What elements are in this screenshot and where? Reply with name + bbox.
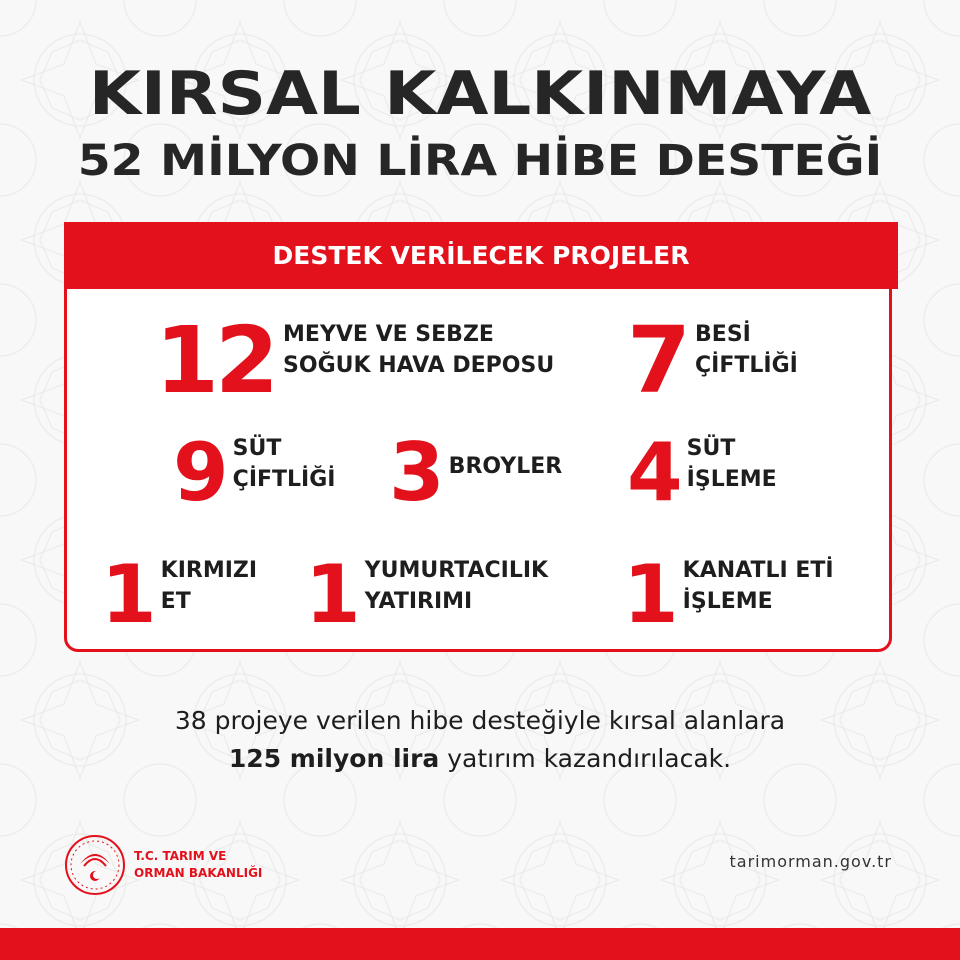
project-count: 9 [173,426,225,519]
project-item [173,426,336,519]
ministry-name-line-1: T.C. TARIM VE [134,849,227,863]
project-count: 3 [389,426,441,519]
project-item [389,426,563,519]
project-label-line-1: KIRMIZI [160,558,258,583]
project-label-line-1: BESİ [695,322,751,347]
project-item [623,548,834,641]
project-count: 4 [627,426,679,519]
project-label-line-1: MEYVE VE SEBZE [283,322,494,347]
ministry-name [134,848,262,882]
footer-bar [0,928,960,960]
project-count: 12 [155,307,276,414]
project-label-line-2: YATIRIMI [364,589,473,614]
summary-line-1: 38 projeye verilen hibe desteğiyle kırsal alanlara [174,706,786,735]
project-item [101,548,258,641]
project-count: 1 [101,548,153,641]
project-label-line-2: İŞLEME [682,589,773,614]
project-count: 1 [623,548,675,641]
project-label-line-2: SOĞUK HAVA DEPOSU [283,353,555,378]
project-item [155,307,555,414]
project-label-line-2: ÇİFTLİĞİ [232,467,336,492]
project-label-line-1: BROYLER [448,454,563,479]
summary-rest: yatırım kazandırılacak. [439,744,732,773]
ministry-name-line-2: ORMAN BAKANLIĞI [134,866,263,880]
ministry-emblem-icon [64,834,126,896]
headline-line-2: 52 MİLYON LİRA HİBE DESTEĞİ [77,136,883,186]
project-label-line-2: ÇİFTLİĞİ [695,353,798,378]
project-item [627,307,798,414]
summary-line-2 [0,740,960,778]
project-count: 7 [627,307,688,414]
website-link[interactable]: tarimorman.gov.tr [729,852,892,871]
summary-highlight: 125 milyon lira [228,744,440,773]
project-label-line-1: YUMURTACILIK [364,558,549,583]
project-label-line-1: KANATLI ETİ [682,558,834,583]
project-label-line-1: SÜT [232,436,282,461]
headline-line-1: KIRSAL KALKINMAYA [88,59,872,129]
card-header: DESTEK VERİLECEK PROJELER [64,222,898,289]
project-count: 1 [305,548,357,641]
project-item [627,426,777,519]
project-label-line-1: SÜT [686,436,736,461]
project-label-line-2: ET [160,589,191,614]
project-label-line-2: İŞLEME [686,467,777,492]
projects-card [64,222,892,652]
project-item [305,548,549,641]
